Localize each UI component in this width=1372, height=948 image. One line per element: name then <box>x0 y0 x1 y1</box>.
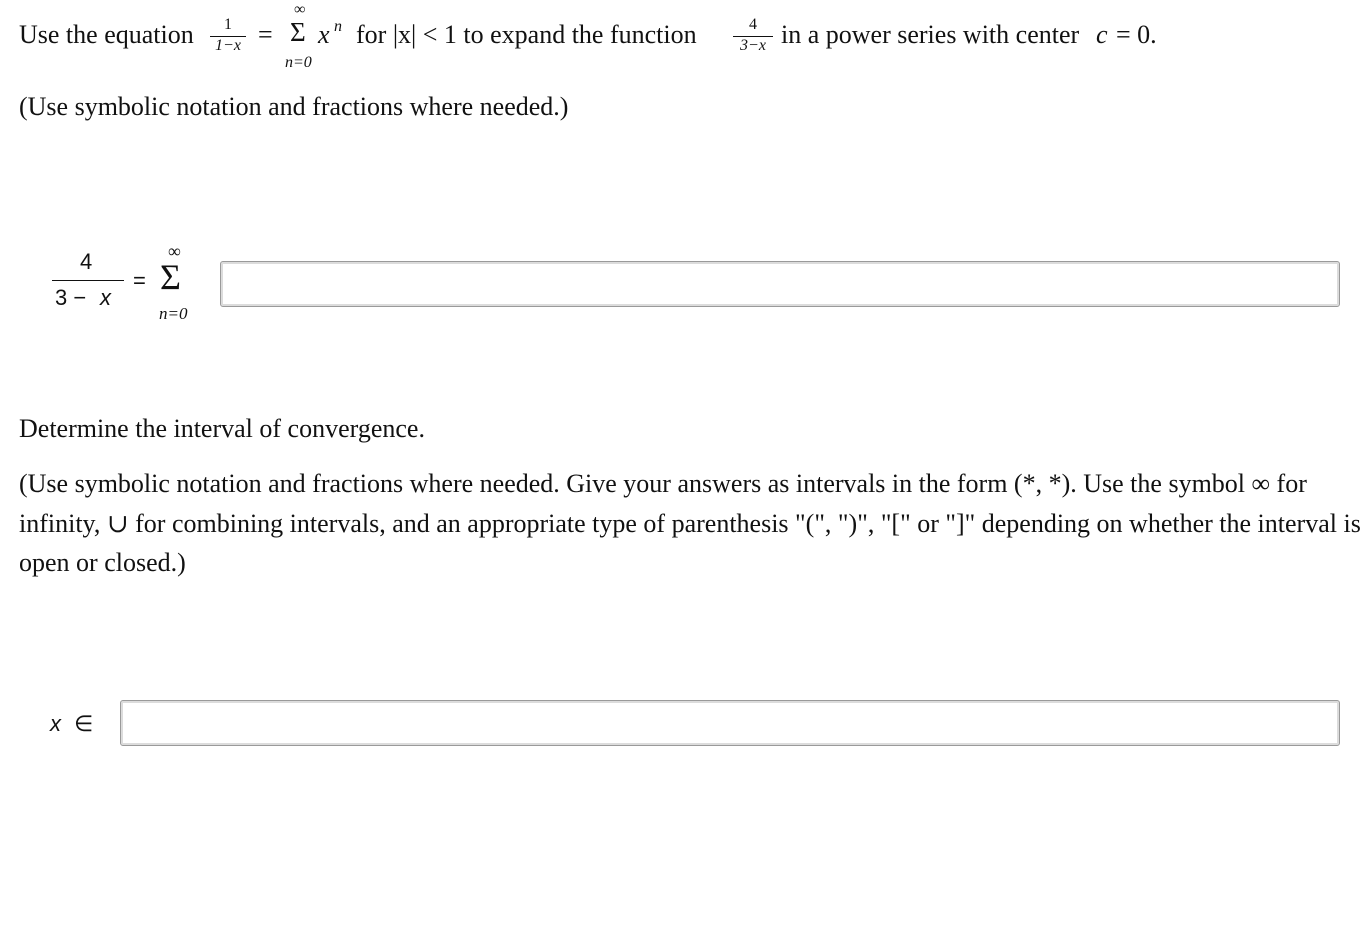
element-of-symbol: ∈ <box>74 711 94 736</box>
sum-upper-limit: ∞ <box>294 1 306 18</box>
equals-sign: = <box>258 20 273 49</box>
lhs-denominator-constant: 3 − <box>55 285 87 310</box>
question-tail: in a power series with center <box>781 20 1080 49</box>
fraction-numerator: 1 <box>224 16 232 33</box>
lhs-denominator-variable: x <box>100 285 111 310</box>
interval-variable: x <box>50 711 61 736</box>
fraction-numerator: 4 <box>749 16 757 33</box>
sum-upper-limit: ∞ <box>168 241 181 261</box>
lhs-fraction-bar <box>52 280 124 281</box>
sigma-symbol: Σ <box>160 257 181 297</box>
instruction-note-1: (Use symbolic notation and fractions where needed.) <box>19 92 569 121</box>
lhs-numerator: 4 <box>80 249 93 274</box>
interval-answer-input[interactable] <box>120 700 1340 746</box>
sigma-symbol: Σ <box>290 17 306 47</box>
center-variable: c <box>1096 20 1108 49</box>
interval-question-title: Determine the interval of convergence. <box>19 414 425 443</box>
fraction-1-over-1-minus-x <box>210 16 246 58</box>
fraction-4-over-3-minus-x <box>733 16 773 58</box>
term-exponent: n <box>334 18 342 35</box>
sum-lower-limit: n=0 <box>285 54 312 71</box>
equals-sign: = <box>133 268 146 293</box>
sum-lower-limit: n=0 <box>159 304 188 323</box>
instruction-note-2-line-2: infinity, ∪ for combining intervals, and an appropriate type of parenthesis "(", ")", "[" or "]" depending on whether the interval is <box>19 509 1361 538</box>
center-value: = 0. <box>1116 20 1157 49</box>
series-answer-input[interactable] <box>220 261 1340 307</box>
fraction-denominator: 3−x <box>740 37 766 54</box>
convergence-condition: for |x| < 1 to expand the function <box>356 20 697 49</box>
instruction-note-2-line-3: open or closed.) <box>19 548 186 577</box>
instruction-note-2-line-1: (Use symbolic notation and fractions where needed. Give your answers as intervals in the form (*, *). Use the symbol ∞ for <box>19 469 1307 498</box>
term-base: x <box>318 20 330 49</box>
question-intro: Use the equation <box>19 20 194 49</box>
fraction-denominator: 1−x <box>215 37 241 54</box>
